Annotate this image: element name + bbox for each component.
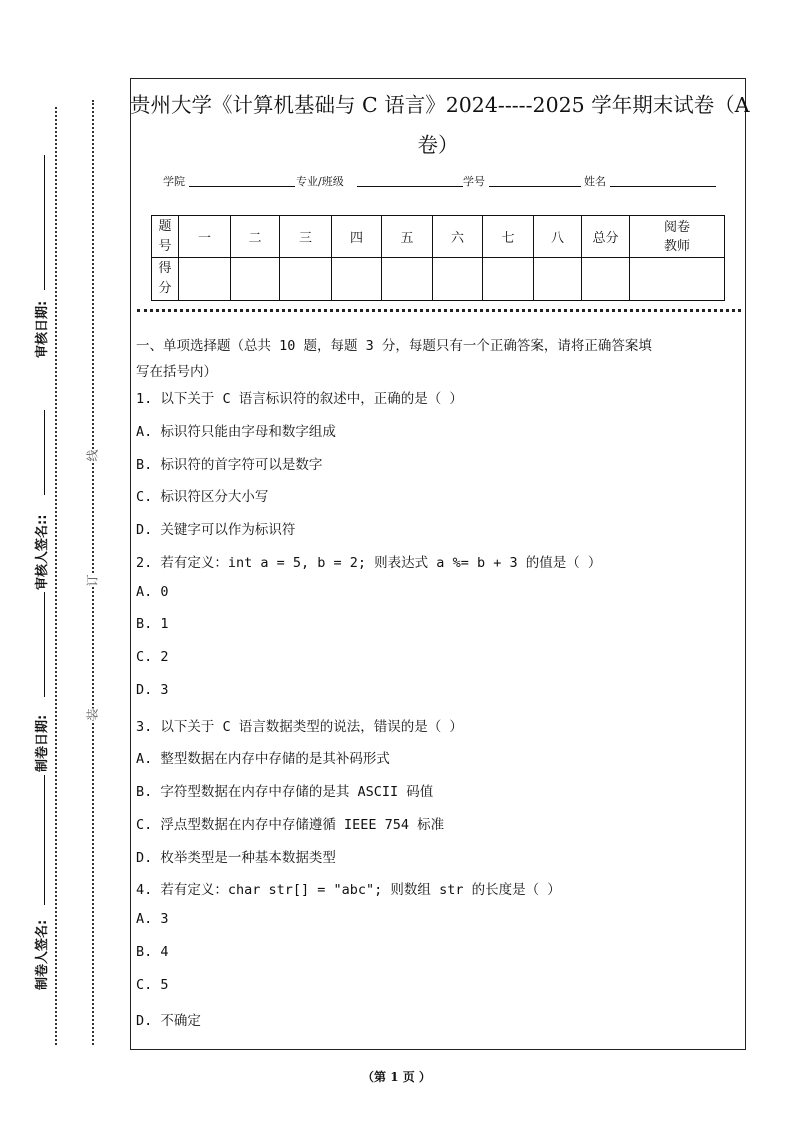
- field-label-college: 学院: [163, 175, 185, 188]
- score-cell[interactable]: [483, 258, 534, 301]
- answer-option[interactable]: C. 标识符区分大小写: [136, 489, 269, 506]
- score-cell[interactable]: [433, 258, 483, 301]
- prep-date-label: 制卷日期:: [35, 714, 50, 772]
- exam-title-cont: 卷）: [417, 133, 459, 157]
- major-class-field[interactable]: [357, 186, 463, 187]
- question-stem: 2. 若有定义：int a = 5, b = 2; 则表达式 a %= b + 3 的值是（ ）: [136, 554, 602, 571]
- answer-option[interactable]: B. 1: [136, 616, 169, 633]
- answer-option[interactable]: A. 整型数据在内存中存储的是其补码形式: [136, 751, 390, 768]
- answer-option[interactable]: D. 枚举类型是一种基本数据类型: [136, 849, 336, 866]
- reviewer-sign-label: 审核人签名::: [35, 514, 50, 590]
- field-label-name: 姓名: [584, 175, 606, 188]
- col-header: 四: [332, 216, 382, 258]
- question-stem: 3. 以下关于 C 语言数据类型的说法，错误的是（ ）: [136, 718, 463, 735]
- reviewer-sign-line: [44, 410, 45, 495]
- col-header: 三: [280, 216, 332, 258]
- col-header: 六: [433, 216, 483, 258]
- score-cell[interactable]: [332, 258, 382, 301]
- preparer-sign-line: [44, 775, 45, 905]
- binding-line: [92, 100, 94, 1045]
- student-id-field[interactable]: [489, 186, 581, 187]
- answer-option[interactable]: A. 0: [136, 583, 169, 600]
- section-heading-cont: 写在括号内）: [136, 364, 217, 380]
- section-heading: 一、单项选择题（总共 10 题，每题 3 分，每题只有一个正确答案，请将正确答案填: [136, 338, 652, 354]
- binding-mark: 订: [85, 574, 100, 587]
- col-header: 阅卷教师: [630, 216, 725, 258]
- col-header: 七: [483, 216, 534, 258]
- dotted-divider: [55, 107, 57, 1045]
- score-cell[interactable]: [582, 258, 630, 301]
- review-date-line: [44, 155, 45, 290]
- college-field[interactable]: [189, 186, 295, 187]
- answer-option[interactable]: D. 不确定: [136, 1013, 201, 1030]
- question-stem: 1. 以下关于 C 语言标识符的叙述中，正确的是（ ）: [136, 391, 463, 407]
- score-cell[interactable]: [280, 258, 332, 301]
- question-stem: 4. 若有定义：char str[] = "abc"; 则数组 str 的长度是（ ）: [136, 882, 561, 899]
- row-label-question: 题号: [152, 216, 179, 258]
- answer-option[interactable]: C. 浮点型数据在内存中存储遵循 IEEE 754 标准: [136, 816, 445, 833]
- col-header: 总分: [582, 216, 630, 258]
- col-header: 一: [179, 216, 231, 258]
- score-cell[interactable]: [179, 258, 231, 301]
- score-table: [151, 215, 725, 301]
- score-cell[interactable]: [630, 258, 725, 301]
- exam-title: 贵州大学《计算机基础与 C 语言》2024-----2025 学年期末试卷（A: [130, 93, 750, 117]
- answer-option[interactable]: D. 3: [136, 681, 169, 698]
- score-cell[interactable]: [382, 258, 433, 301]
- answer-option[interactable]: C. 2: [136, 649, 169, 665]
- answer-option[interactable]: C. 5: [136, 976, 169, 993]
- score-cell[interactable]: [231, 258, 280, 301]
- col-header: 五: [382, 216, 433, 258]
- dotted-separator: [137, 309, 741, 312]
- answer-option[interactable]: A. 标识符只能由字母和数字组成: [136, 423, 336, 440]
- binding-mark: 装: [85, 708, 100, 721]
- score-cell[interactable]: [534, 258, 582, 301]
- field-label-major: 专业/班级: [296, 175, 344, 188]
- name-field[interactable]: [610, 186, 716, 187]
- prep-date-line: [44, 592, 45, 697]
- answer-option[interactable]: B. 标识符的首字符可以是数字: [136, 456, 323, 473]
- answer-option[interactable]: D. 关键字可以作为标识符: [136, 522, 296, 538]
- review-date-label: 审核日期:: [35, 300, 50, 358]
- binding-mark: 线: [85, 449, 100, 462]
- page-number: （第 1 页 ）: [362, 1070, 431, 1084]
- field-label-id: 学号: [463, 175, 485, 188]
- answer-option[interactable]: A. 3: [136, 911, 169, 927]
- answer-option[interactable]: B. 4: [136, 943, 169, 960]
- col-header: 八: [534, 216, 582, 258]
- row-label-score: 得分: [152, 258, 179, 301]
- col-header: 二: [231, 216, 280, 258]
- answer-option[interactable]: B. 字符型数据在内存中存储的是其 ASCII 码值: [136, 784, 434, 800]
- preparer-sign-label: 制卷人签名:: [35, 919, 50, 990]
